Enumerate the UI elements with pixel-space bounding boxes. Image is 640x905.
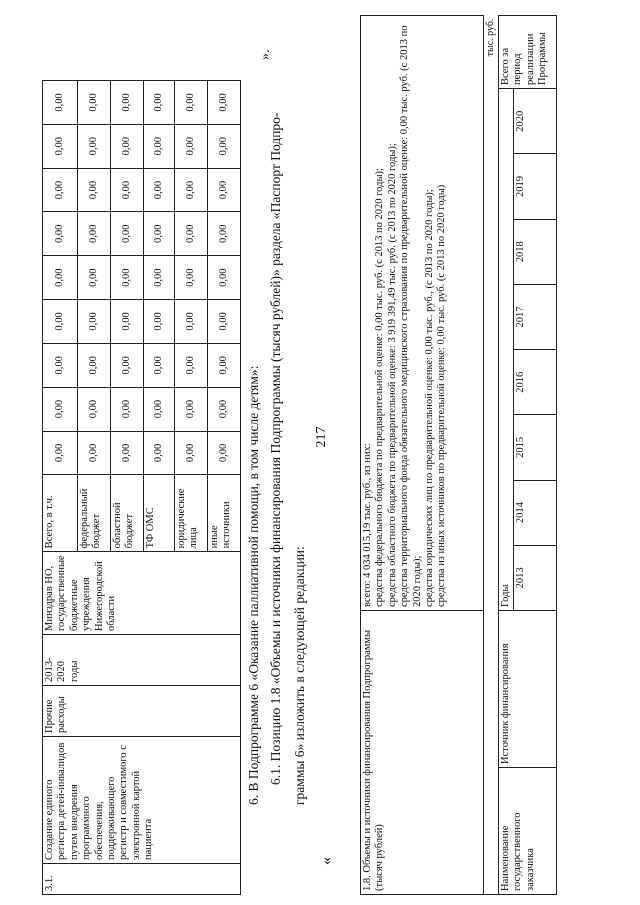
funding-line: средства территориального фонда обязательного медицинского страхования по предварительной оценке: 0,00 тыс. руб. (с 2013 по 2020 годы); (399, 25, 423, 607)
value-cell: 0,00 (43, 212, 78, 256)
value-cell: 0,00 (111, 168, 144, 212)
paragraph-continuation: граммы 6» изложить в следующей редакции: (292, 546, 307, 805)
value-cell: 0,00 (43, 256, 78, 300)
source-label: Всего, в т.ч. (43, 475, 78, 552)
year-2017: 2017 (514, 284, 557, 349)
value-cell: 0,00 (208, 256, 241, 300)
source-label: иные источники (208, 475, 241, 552)
unit-label: тыс. руб. (484, 16, 499, 895)
value-cell: 0,00 (111, 343, 144, 387)
paragraph-position-1-8: 6.1. Позицию 1.8 «Объемы и источники финансирования Подпрограммы (тысяч рублей)» раздела «Паспорт Подпро- (268, 112, 283, 785)
value-cell: 0,00 (175, 300, 208, 344)
year-2015: 2015 (514, 415, 557, 480)
period: 2013-2020 годы (43, 635, 241, 686)
value-cell: 0,00 (111, 81, 144, 125)
value-cell: 0,00 (43, 81, 78, 125)
position-label: 1.8. Объемы и источники финансирования Подпрограммы (тысяч рублей) (361, 611, 484, 895)
funding-line: средства областного бюджета по предварительной оценке: 3 919 391,49 тыс. руб. (с 2013 по 2020 годы); (386, 143, 398, 607)
paragraph-subprogram-6: 6. В Подпрограмме 6 «Оказание паллиативной помощи, в том числе детям»: (246, 365, 261, 805)
year-2014: 2014 (514, 480, 557, 545)
value-cell: 0,00 (144, 81, 175, 125)
value-cell: 0,00 (43, 387, 78, 431)
value-cell: 0,00 (208, 431, 241, 475)
value-cell: 0,00 (175, 81, 208, 125)
value-cell: 0,00 (111, 212, 144, 256)
table-row (498, 16, 513, 895)
value-cell: 0,00 (208, 343, 241, 387)
value-cell: 0,00 (175, 256, 208, 300)
source-label: федеральный бюджет (78, 475, 111, 552)
year-2020: 2020 (514, 89, 557, 154)
year-2019: 2019 (514, 154, 557, 219)
header-total: Всего за период реализации Программы (498, 16, 556, 89)
value-cell: 0,00 (43, 168, 78, 212)
value-cell: 0,00 (78, 431, 111, 475)
opening-quote: « (318, 857, 335, 865)
value-cell: 0,00 (144, 168, 175, 212)
value-cell: 0,00 (144, 431, 175, 475)
value-cell: 0,00 (208, 212, 241, 256)
value-cell: 0,00 (43, 300, 78, 344)
value-cell: 0,00 (175, 168, 208, 212)
value-cell: 0,00 (208, 81, 241, 125)
page-number: 217 (314, 426, 329, 448)
table-row (484, 16, 499, 895)
value-cell: 0,00 (175, 431, 208, 475)
table-row (43, 81, 78, 895)
value-cell: 0,00 (144, 343, 175, 387)
value-cell: 0,00 (78, 387, 111, 431)
funding-description (361, 16, 484, 611)
value-cell: 0,00 (175, 212, 208, 256)
value-cell: 0,00 (175, 387, 208, 431)
source-label: ТФ ОМС (144, 475, 175, 552)
value-cell: 0,00 (144, 124, 175, 168)
value-cell: 0,00 (208, 124, 241, 168)
year-2016: 2016 (514, 350, 557, 415)
executor: Минздрав НО, государственные бюджетные учреждения Нижегородской области (43, 552, 241, 635)
value-cell: 0,00 (208, 300, 241, 344)
value-cell: 0,00 (111, 300, 144, 344)
subprogram-measures-table (42, 80, 241, 895)
value-cell: 0,00 (208, 387, 241, 431)
value-cell: 0,00 (43, 124, 78, 168)
closing-quote: ». (258, 49, 273, 60)
table-row (361, 16, 484, 895)
value-cell: 0,00 (111, 431, 144, 475)
funding-line: средства из иных источников по предварительной оценке: 0,00 тыс. руб. (с 2013 по 2020 годы) (436, 184, 448, 607)
funding-line: средства юридических лиц по предварительной оценке: 0,00 тыс. руб., (с 2013 по 2020 годы); (423, 189, 435, 607)
header-years: Годы (498, 89, 513, 611)
value-cell: 0,00 (78, 168, 111, 212)
source-label: областной бюджет (111, 475, 144, 552)
value-cell: 0,00 (43, 431, 78, 475)
value-cell: 0,00 (175, 124, 208, 168)
value-cell: 0,00 (111, 256, 144, 300)
value-cell: 0,00 (144, 212, 175, 256)
value-cell: 0,00 (78, 256, 111, 300)
expense-type: Прочие расходы (43, 686, 241, 737)
row-number: 3.1. (43, 864, 241, 895)
value-cell: 0,00 (175, 343, 208, 387)
year-2013: 2013 (514, 545, 557, 610)
funding-total: всего: 4 034 015,19 тыс. руб., из них: (362, 443, 373, 607)
source-label: юридические лица (175, 475, 208, 552)
funding-line: средства федерального бюджета по предварительной оценке: 0,00 тыс. руб. (с 2013 по 2020 годы); (374, 168, 386, 607)
value-cell: 0,00 (208, 168, 241, 212)
value-cell: 0,00 (144, 387, 175, 431)
header-source: Источник финансирования (498, 611, 556, 768)
value-cell: 0,00 (78, 124, 111, 168)
value-cell: 0,00 (78, 212, 111, 256)
value-cell: 0,00 (144, 300, 175, 344)
header-customer: Наименование государственного заказчика (498, 768, 556, 895)
funding-passport-table (360, 15, 557, 895)
value-cell: 0,00 (111, 124, 144, 168)
value-cell: 0,00 (78, 343, 111, 387)
value-cell: 0,00 (111, 387, 144, 431)
measure-name: Создание единого регистра детей-инвалидов путем внедрения программного обеспечения, поддерживающего регистр и совместимого с электронной картой пациента (43, 737, 241, 864)
value-cell: 0,00 (144, 256, 175, 300)
value-cell: 0,00 (43, 343, 78, 387)
value-cell: 0,00 (78, 81, 111, 125)
value-cell: 0,00 (78, 300, 111, 344)
year-2018: 2018 (514, 219, 557, 284)
